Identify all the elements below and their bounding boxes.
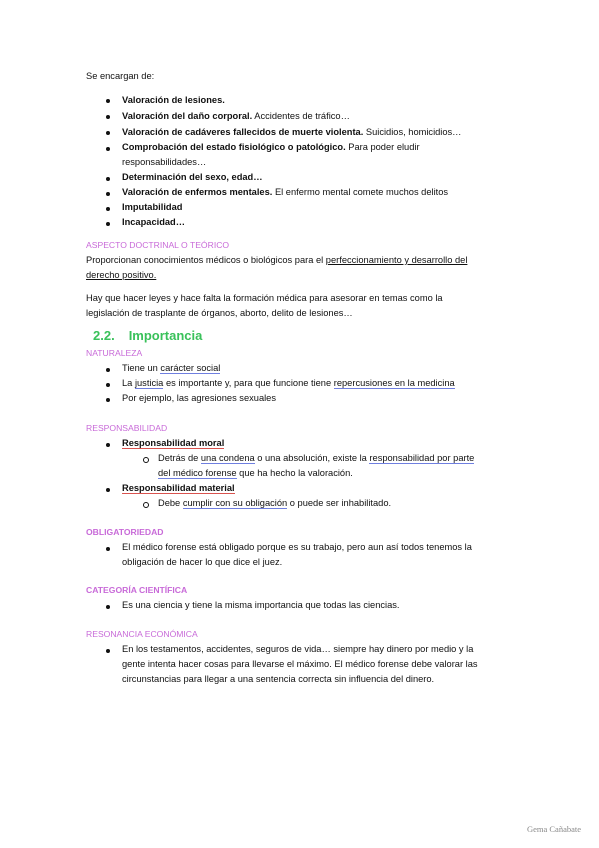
section-heading-categoria: CATEGORÍA CIENTÍFICA [86, 585, 188, 595]
list-item: Por ejemplo, las agresiones sexuales [122, 393, 276, 403]
list-item: Responsabilidad moral [122, 438, 225, 448]
intro-text: Se encargan de: [86, 71, 155, 81]
bullet-icon [106, 488, 110, 492]
footer-author: Gema Cañabate [526, 824, 581, 834]
sub-list-item-continuation: del médico forense que ha hecho la valoración. [158, 468, 353, 478]
circle-bullet-icon [143, 502, 149, 508]
bullet-icon [106, 177, 110, 181]
section-heading-obligatoriedad: OBLIGATORIEDAD [86, 527, 164, 537]
list-item: La justicia es importante y, para que funcione tiene repercusiones en la medicina [122, 378, 455, 388]
list-item: Valoración de cadáveres fallecidos de muerte violenta. Suicidios, homicidios… [122, 127, 462, 137]
section-title: 2.2. Importancia [93, 328, 203, 343]
list-item: Responsabilidad material [122, 483, 235, 493]
list-item: Es una ciencia y tiene la misma importancia que todas las ciencias. [122, 600, 400, 610]
list-item: Determinación del sexo, edad… [122, 172, 263, 182]
paragraph-line: Proporcionan conocimientos médicos o biológicos para el perfeccionamiento y desarrollo del [86, 255, 468, 265]
bullet-icon [106, 147, 110, 151]
sub-list-item: Detrás de una condena o una absolución, existe la responsabilidad por parte [158, 453, 475, 463]
section-heading-resonancia: RESONANCIA ECONÓMICA [86, 629, 198, 639]
list-item: El médico forense está obligado porque es su trabajo, pero aun así todos tenemos la [122, 542, 472, 552]
circle-bullet-icon [143, 457, 149, 463]
section-heading-responsabilidad: RESPONSABILIDAD [86, 423, 168, 433]
bullet-icon [106, 383, 110, 387]
bullet-icon [106, 222, 110, 226]
list-item: Valoración de lesiones. [122, 95, 225, 105]
list-item: Tiene un carácter social [122, 363, 221, 373]
bullet-icon [106, 131, 110, 135]
bullet-icon [106, 398, 110, 402]
sub-list-item: Debe cumplir con su obligación o puede ser inhabilitado. [158, 498, 392, 508]
list-item: Incapacidad… [122, 217, 186, 227]
list-item: En los testamentos, accidentes, seguros de vida… siempre hay dinero por medio y la [122, 644, 474, 654]
bullet-icon [106, 368, 110, 372]
bullet-icon [106, 605, 110, 609]
list-item: Valoración del daño corporal. Accidentes de tráfico… [122, 111, 350, 121]
paragraph-line: legislación de trasplante de órganos, aborto, delito de lesiones… [86, 308, 353, 318]
list-item-continuation: responsabilidades… [122, 157, 207, 167]
section-heading-doctrinal: ASPECTO DOCTRINAL O TEÓRICO [86, 240, 230, 250]
section-heading-naturaleza: NATURALEZA [86, 348, 143, 358]
bullet-icon [106, 99, 110, 103]
bullet-icon [106, 207, 110, 211]
paragraph-line: derecho positivo. [86, 270, 157, 280]
list-item-continuation: gente intenta hacer cosas para llevarse el máximo. El médico forense debe valorar las [122, 659, 478, 669]
bullet-icon [106, 115, 110, 119]
list-item: Imputabilidad [122, 202, 183, 212]
paragraph-line: Hay que hacer leyes y hace falta la formación médica para asesorar en temas como la [86, 293, 443, 303]
list-item-continuation: obligación de hacer lo que dice el juez. [122, 557, 283, 567]
bullet-icon [106, 192, 110, 196]
bullet-icon [106, 547, 110, 551]
bullet-icon [106, 649, 110, 653]
bullet-icon [106, 443, 110, 447]
list-item: Valoración de enfermos mentales. El enfermo mental comete muchos delitos [122, 187, 449, 197]
list-item-continuation: circunstancias para llegar a una sentencia correcta sin influencia del dinero. [122, 674, 435, 684]
list-item: Comprobación del estado fisiológico o patológico. Para poder eludir [122, 142, 420, 152]
